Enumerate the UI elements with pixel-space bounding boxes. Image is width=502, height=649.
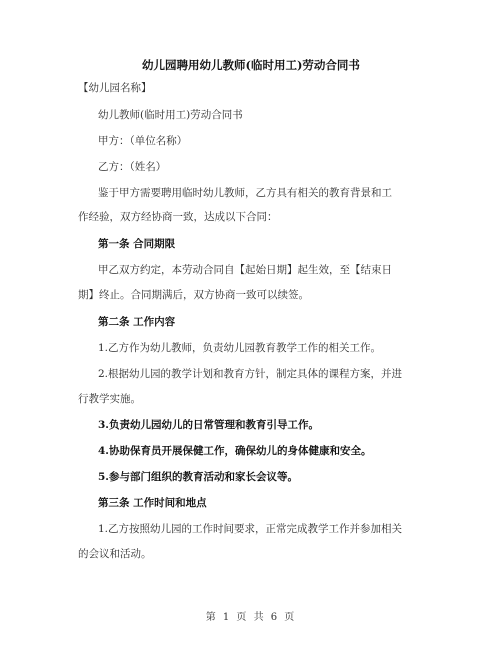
- article-2-item-2-line-1: 2.根据幼儿园的教学计划和教育方针，制定具体的课程方案，并进: [98, 368, 403, 380]
- page-number: 第 1 页 共 6 页: [205, 612, 297, 623]
- intro-paragraph-line-2: 作经验，双方经协商一致，达成以下合同：: [78, 211, 278, 223]
- article-2-heading: 第二条 工作内容: [98, 316, 176, 328]
- article-2-item-3: 3.负责幼儿园幼儿的日常管理和教育引导工作。: [98, 419, 319, 431]
- article-2-item-5: 5.参与部门组织的教育活动和家长会议等。: [98, 471, 298, 483]
- article-3-item-1-line-1: 1.乙方按照幼儿园的工作时间要求，正常完成教学工作并参加相关: [98, 523, 403, 535]
- document-title: 幼儿园聘用幼儿教师(临时用工)劳动合同书: [142, 58, 360, 72]
- article-2-item-4: 4.协助保育员开展保健工作，确保幼儿的身体健康和安全。: [98, 445, 372, 457]
- article-2-item-2-line-2: 行教学实施。: [78, 393, 141, 405]
- kindergarten-name-field: 【幼儿园名称】: [78, 82, 152, 94]
- article-2-item-1: 1.乙方作为幼儿教师，负责幼儿园教育教学工作的相关工作。: [98, 342, 382, 354]
- article-1-line-1: 甲乙双方约定，本劳动合同自【起始日期】起生效，至【结束日: [98, 264, 392, 276]
- party-b: 乙方：（姓名）: [98, 161, 167, 173]
- article-1-line-2: 期】终止。合同期满后，双方协商一致可以续签。: [78, 289, 309, 301]
- intro-paragraph-line-1: 鉴于甲方需要聘用临时幼儿教师，乙方具有相关的教育背景和工: [98, 187, 392, 199]
- party-a: 甲方：（单位名称）: [98, 135, 188, 147]
- article-1-heading: 第一条 合同期限: [98, 238, 176, 250]
- contract-name: 幼儿教师(临时用工)劳动合同书: [98, 109, 243, 121]
- article-3-item-1-line-2: 的会议和活动。: [78, 548, 152, 560]
- article-3-heading: 第三条 工作时间和地点: [98, 497, 207, 509]
